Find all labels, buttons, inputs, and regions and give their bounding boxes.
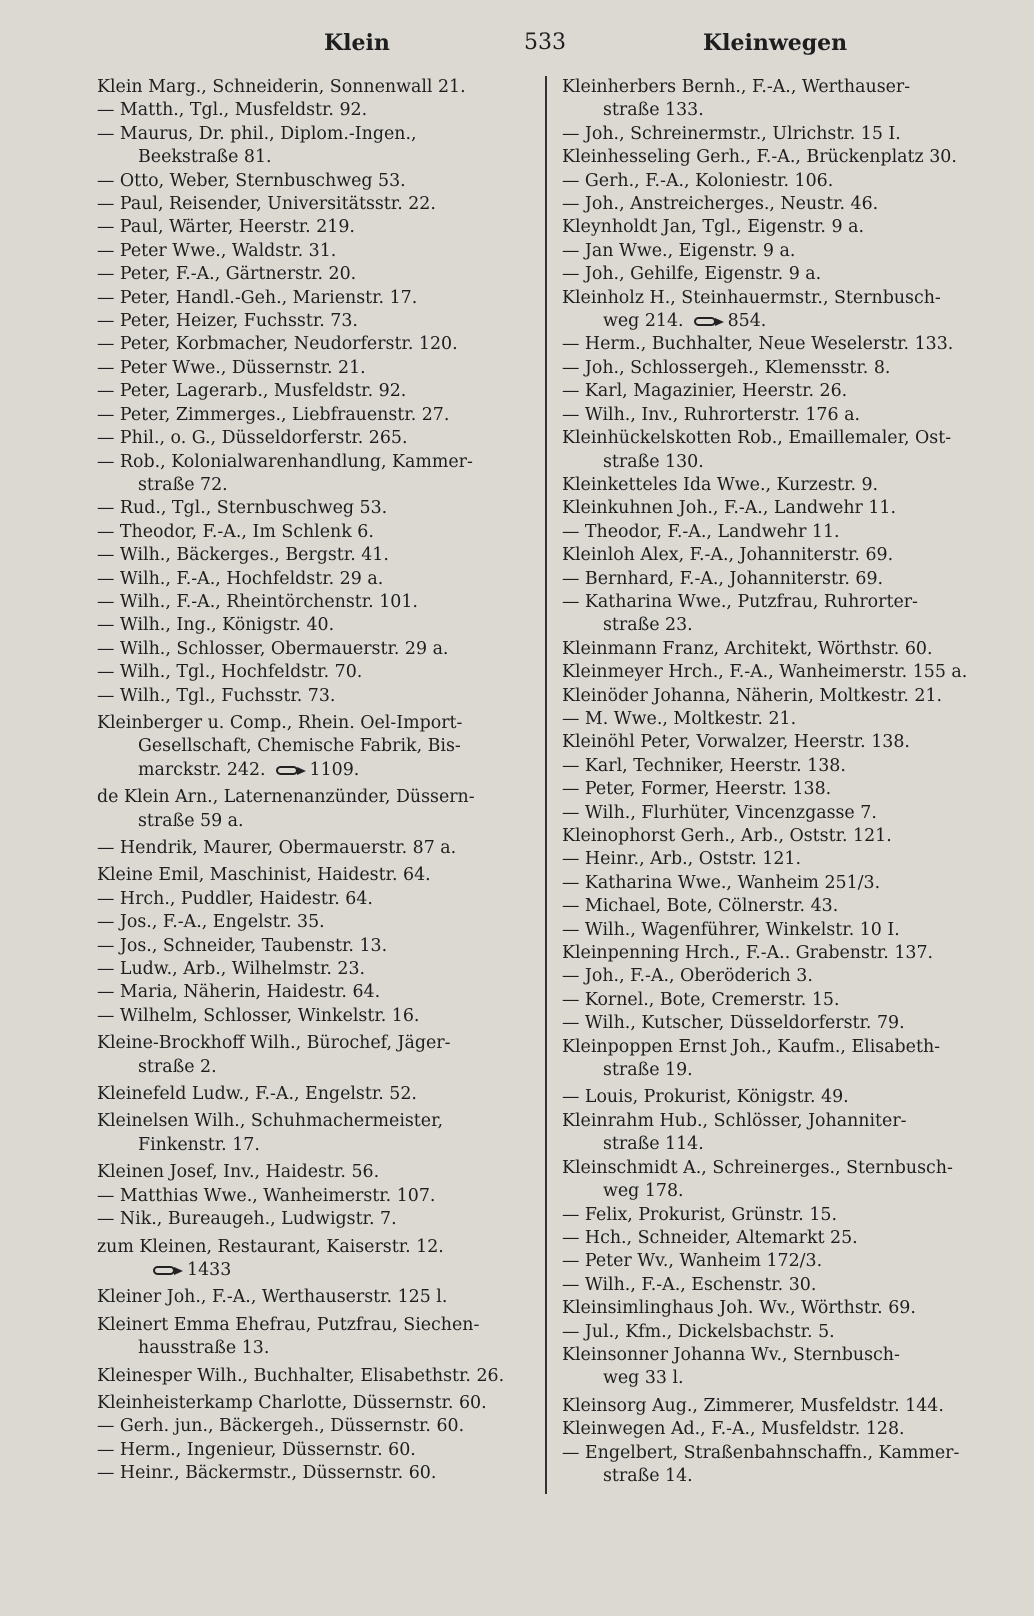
directory-entry-line [97,685,537,708]
entry-text: Kleinesper Wilh., Buchhalter, Elisabethstr. 26. [97,1365,505,1386]
directory-entry-line [562,1418,1002,1441]
directory-entry-line [562,1012,1002,1035]
telephone-number: 1109. [309,759,360,780]
entry-text: — Wilh., Tgl., Hochfeldstr. 70. [97,662,363,683]
entry-text: — Otto, Weber, Sternbuschweg 53. [97,170,406,191]
telephone-number: 854. [727,311,767,332]
entry-text: Gesellschaft, Chemische Fabrik, Bis- [138,736,461,757]
directory-entry-line [97,170,537,193]
directory-entry-line [562,1204,1002,1227]
directory-entry-line [97,380,537,403]
entry-text: — Bernhard, F.-A., Johanniterstr. 69. [562,568,884,589]
entry-text: — Matth., Tgl., Musfeldstr. 92. [97,100,368,121]
entry-text: — Wilh., F.-A., Eschenstr. 30. [562,1274,817,1295]
left-column [97,76,537,1486]
entry-text: marckstr. 242. [138,759,266,780]
entry-text: — Wilh., Inv., Ruhrorterstr. 176 a. [562,404,860,425]
entry-text: — Peter Wv., Wanheim 172/3. [562,1251,823,1272]
entry-text: straße 2. [138,1056,217,1077]
directory-entry-line [97,712,537,735]
directory-entry-line [97,263,537,286]
entry-text: — Hch., Schneider, Altemarkt 25. [562,1227,858,1248]
entry-text: Kleinen Josef, Inv., Haidestr. 56. [97,1162,380,1183]
column-divider [545,76,547,1494]
directory-entry-line [97,310,537,333]
entry-text: — Katharina Wwe., Wanheim 251/3. [562,872,881,893]
directory-entry-line [562,263,1002,286]
entry-text: Kleine-Brockhoff Wilh., Bürochef, Jäger- [97,1033,451,1054]
directory-entry-line [562,755,1002,778]
entry-text: Kleine Emil, Maschinist, Haidestr. 64. [97,865,431,886]
entry-text: straße 23. [603,615,693,636]
directory-entry-line [97,735,537,758]
entry-text: weg 214. [603,311,684,332]
entry-text: — Jos., F.-A., Engelstr. 35. [97,912,325,933]
entry-text: — Paul, Reisender, Universitätsstr. 22. [97,194,436,215]
entry-text: — Rob., Kolonialwarenhandlung, Kammer- [97,451,473,472]
directory-entry-line [97,287,537,310]
entry-text: — Paul, Wärter, Heerstr. 219. [97,217,355,238]
entry-text: — Theodor, F.-A., Landwehr 11. [562,521,840,542]
entry-text: — Wilh., Ing., Königstr. 40. [97,615,335,636]
entry-text: — Wilhelm, Schlosser, Winkelstr. 16. [97,1005,420,1026]
entry-text: Kleinschmidt A., Schreinerges., Sternbusch- [562,1157,953,1178]
entry-text: — Gerh., F.-A., Koloniestr. 106. [562,170,834,191]
directory-entry-line [97,427,537,450]
directory-entry-line [562,216,1002,239]
entry-text: straße 133. [603,100,704,121]
entry-text: Kleinheisterkamp Charlotte, Düssernstr. 60. [97,1392,487,1413]
entry-text: — Jan Wwe., Eigenstr. 9 a. [562,240,796,261]
directory-entry-line [562,919,1002,942]
directory-entry-line [562,778,1002,801]
telephone-icon [153,1265,183,1276]
directory-entry-line [562,802,1002,825]
entry-text: — Peter Wwe., Waldstr. 31. [97,240,337,261]
entry-text: Kleinöhl Peter, Vorwalzer, Heerstr. 138. [562,732,910,753]
telephone-icon [276,765,306,776]
entry-text: Kleinholz H., Steinhauermstr., Sternbusch- [562,287,941,308]
directory-entry-line [562,1059,1002,1082]
entry-text: — Theodor, F.-A., Im Schlenk 6. [97,521,374,542]
directory-entry-line [562,310,1002,333]
entry-text: — Herm., Ingenieur, Düssernstr. 60. [97,1439,416,1460]
directory-entry-line [97,614,537,637]
entry-text: straße 114. [603,1134,704,1155]
directory-entry-line [562,1344,1002,1367]
directory-entry-line [97,146,537,169]
entry-text: — Matthias Wwe., Wanheimerstr. 107. [97,1185,436,1206]
entry-text: Kleinwegen Ad., F.-A., Musfeldstr. 128. [562,1419,905,1440]
directory-entry-line [562,731,1002,754]
directory-entry-line [97,837,537,860]
directory-entry-line [562,287,1002,310]
entry-text: — Wilh., Flurhüter, Vincenzgasse 7. [562,802,877,823]
directory-entry-line [97,404,537,427]
entry-text: Kleiner Joh., F.-A., Werthauserstr. 125 l. [97,1287,448,1308]
entry-text: — Wilh., F.-A., Rheintörchenstr. 101. [97,591,418,612]
entry-text: Kleinsonner Johanna Wv., Sternbusch- [562,1344,900,1365]
entry-text: — Karl, Techniker, Heerstr. 138. [562,755,846,776]
entry-text: — Wilh., Wagenführer, Winkelstr. 10 I. [562,919,900,940]
entry-text: — Heinr., Bäckermstr., Düssernstr. 60. [97,1463,437,1484]
entry-text: Kleinrahm Hub., Schlösser, Johanniter- [562,1110,907,1131]
directory-entry-line [562,427,1002,450]
directory-entry-line [97,240,537,263]
directory-entry-line [562,193,1002,216]
entry-text: de Klein Arn., Laternenanzünder, Düssern- [97,787,475,808]
entry-text: straße 130. [603,451,704,472]
entry-text: — Maurus, Dr. phil., Diplom.-Ingen., [97,123,417,144]
directory-entry-line [97,216,537,239]
entry-text: — Kornel., Bote, Cremerstr. 15. [562,989,840,1010]
entry-text: Kleinophorst Gerh., Arb., Oststr. 121. [562,826,892,846]
directory-entry-line [562,825,1002,848]
directory-entry-line [562,1133,1002,1156]
entry-text: Beekstraße 81. [138,147,272,168]
entry-text: — Felix, Prokurist, Grünstr. 15. [562,1204,838,1225]
entry-text: zum Kleinen, Restaurant, Kaiserstr. 12. [97,1236,444,1257]
directory-entry-line [562,1465,1002,1488]
entry-text: — Hendrik, Maurer, Obermauerstr. 87 a. [97,838,457,858]
directory-entry-line [562,1110,1002,1133]
entry-text: — Joh., Schlossergeh., Klemensstr. 8. [562,357,891,378]
directory-entry-line [97,1185,537,1208]
entry-text: — Joh., Schreinermstr., Ulrichstr. 15 I. [562,123,901,144]
directory-entry-line [97,193,537,216]
directory-entry-line [562,521,1002,544]
entry-text: — Peter, Korbmacher, Neudorferstr. 120. [97,334,458,355]
entry-text: — Peter, F.-A., Gärtnerstr. 20. [97,264,357,285]
entry-text: — Herm., Buchhalter, Neue Weselerstr. 133. [562,334,954,355]
entry-text: Kleynholdt Jan, Tgl., Eigenstr. 9 a. [562,217,864,238]
entry-text: — Katharina Wwe., Putzfrau, Ruhrorter- [562,591,918,612]
directory-entry-line [562,497,1002,520]
directory-entry-line [562,872,1002,895]
entry-text: weg 178. [603,1181,684,1202]
directory-entry-line [562,240,1002,263]
directory-entry-line [562,333,1002,356]
page-header [0,22,1034,72]
directory-entry-line [562,357,1002,380]
entry-text: — Karl, Magazinier, Heerstr. 26. [562,381,848,402]
telephone-icon [694,316,724,327]
entry-text: — Peter, Zimmerges., Liebfrauenstr. 27. [97,404,450,425]
directory-entry-line [97,123,537,146]
entry-text: — Maria, Näherin, Haidestr. 64. [97,982,381,1003]
directory-entry-line [97,544,537,567]
directory-entry-line [97,497,537,520]
entry-text: straße 72. [138,474,228,495]
entry-text: — Wilh., Schlosser, Obermauerstr. 29 a. [97,638,449,659]
directory-entry-line [562,1157,1002,1180]
directory-entry-line [97,1236,537,1259]
directory-entry-line [97,357,537,380]
directory-entry-line [562,1227,1002,1250]
directory-entry-line [97,759,537,782]
entry-text: — Hrch., Puddler, Haidestr. 64. [97,888,373,909]
directory-entry-line [562,942,1002,965]
directory-entry-line [97,591,537,614]
telephone-number: 1433 [187,1259,232,1280]
directory-entry-line [562,1274,1002,1297]
directory-entry-line [97,1134,537,1157]
directory-entry-line [562,404,1002,427]
directory-entry-line [97,1005,537,1028]
entry-text: — Wilh., Bäckerges., Bergstr. 41. [97,545,389,566]
directory-entry-line [562,1297,1002,1320]
entry-text: — Peter Wwe., Düssernstr. 21. [97,357,366,378]
entry-text: — Peter, Handl.-Geh., Marienstr. 17. [97,287,418,308]
directory-entry-line [97,1314,537,1337]
directory-entry-line [562,591,1002,614]
entry-text: Kleinketteles Ida Wwe., Kurzestr. 9. [562,474,879,495]
entry-text: — Jos., Schneider, Taubenstr. 13. [97,935,388,956]
directory-entry-line [97,638,537,661]
directory-entry-line [562,1250,1002,1273]
directory-entry-line [97,958,537,981]
directory-entry-line [97,661,537,684]
entry-text: — Peter, Heizer, Fuchsstr. 73. [97,311,358,332]
directory-entry-line [562,380,1002,403]
directory-entry-line [97,1337,537,1360]
entry-text: weg 33 l. [603,1368,684,1389]
directory-entry-line [97,1392,537,1415]
entry-text: — Jul., Kfm., Dickelsbachstr. 5. [562,1321,835,1342]
directory-entry-line [562,568,1002,591]
directory-entry-line [562,1367,1002,1390]
entry-text: Kleinberger u. Comp., Rhein. Oel-Import- [97,712,463,733]
directory-entry-line [97,888,537,911]
entry-text: Kleinhückelskotten Rob., Emaillemaler, Ost- [562,428,952,449]
directory-entry-line [562,1321,1002,1344]
directory-entry-line [562,1395,1002,1418]
directory-entry-line [562,708,1002,731]
directory-entry-line [97,1083,537,1106]
directory-entry-line [562,848,1002,871]
right-column [562,76,1002,1488]
directory-entry-line [97,1365,537,1388]
directory-entry-line [562,474,1002,497]
directory-entry-line [562,76,1002,99]
directory-entry-line [562,1442,1002,1465]
entry-text: Kleinmeyer Hrch., F.-A., Wanheimerstr. 155 a. [562,662,968,683]
directory-entry-line [97,1415,537,1438]
directory-entry-line [97,568,537,591]
directory-entry-line [97,333,537,356]
entry-text: — Michael, Bote, Cölnerstr. 43. [562,896,839,917]
directory-entry-line [562,614,1002,637]
directory-entry-line [562,99,1002,122]
directory-entry-line [97,1286,537,1309]
directory-entry-line [97,1462,537,1485]
entry-text: Kleinert Emma Ehefrau, Putzfrau, Siechen- [97,1314,480,1335]
entry-text: Finkenstr. 17. [138,1134,260,1155]
directory-entry-line [562,638,1002,661]
directory-entry-line [562,661,1002,684]
header-left-keyword: Klein [324,30,390,56]
directory-entry-line [97,521,537,544]
entry-text: straße 14. [603,1465,693,1486]
directory-entry-line [97,474,537,497]
entry-text: — Wilh., Tgl., Fuchsstr. 73. [97,685,336,706]
directory-entry-line [97,76,537,99]
entry-text: — Nik., Bureaugeh., Ludwigstr. 7. [97,1209,397,1230]
entry-text: — Louis, Prokurist, Königstr. 49. [562,1087,849,1108]
directory-entry-line [97,981,537,1004]
entry-text: Kleinelsen Wilh., Schuhmachermeister, [97,1111,444,1132]
directory-entry-line [562,895,1002,918]
directory-entry-line [97,810,537,833]
entry-text: — Engelbert, Straßenbahnschaffn., Kammer- [562,1442,960,1463]
entry-text: — Heinr., Arb., Oststr. 121. [562,849,801,870]
entry-text: straße 19. [603,1060,693,1081]
directory-entry-line [562,123,1002,146]
entry-text: — Peter, Former, Heerstr. 138. [562,779,832,800]
directory-entry-line [562,1180,1002,1203]
entry-text: Kleinkuhnen Joh., F.-A., Landwehr 11. [562,498,897,519]
directory-entry-line [97,935,537,958]
directory-entry-line [97,1056,537,1079]
directory-entry-line [562,965,1002,988]
entry-text: Kleinsorg Aug., Zimmerer, Musfeldstr. 144. [562,1395,944,1416]
entry-text: — Rud., Tgl., Sternbuschweg 53. [97,498,388,519]
directory-entry-line [97,1032,537,1055]
directory-entry-line [562,451,1002,474]
directory-entry-line [97,451,537,474]
entry-text: Kleinhesseling Gerh., F.-A., Brückenplatz 30. [562,147,957,168]
entry-text: — M. Wwe., Moltkestr. 21. [562,708,797,729]
entry-text: — Joh., Gehilfe, Eigenstr. 9 a. [562,264,822,285]
entry-text: Kleinherbers Bernh., F.-A., Werthauser- [562,77,911,97]
directory-entry-line [97,911,537,934]
directory-entry-line [97,1110,537,1133]
directory-entry-line [562,1036,1002,1059]
directory-entry-line [97,99,537,122]
directory-entry-line [562,170,1002,193]
entry-text: — Joh., Anstreicherges., Neustr. 46. [562,194,879,215]
header-right-keyword: Kleinwegen [703,30,848,56]
entry-text: — Wilh., Kutscher, Düsseldorferstr. 79. [562,1013,905,1034]
directory-entry-line [562,146,1002,169]
entry-text: — Joh., F.-A., Oberöderich 3. [562,966,813,987]
entry-text: straße 59 a. [138,810,244,831]
directory-entry-line [562,685,1002,708]
entry-text: — Gerh. jun., Bäckergeh., Düssernstr. 60. [97,1416,465,1437]
entry-text: Kleinloh Alex, F.-A., Johanniterstr. 69. [562,545,894,566]
entry-text: Klein Marg., Schneiderin, Sonnenwall 21. [97,77,466,97]
directory-entry-line [97,864,537,887]
entry-text: Kleinsimlinghaus Joh. Wv., Wörthstr. 69. [562,1298,916,1319]
entry-text: Kleinpenning Hrch., F.-A.. Grabenstr. 137. [562,943,934,964]
directory-entry-line [97,1208,537,1231]
directory-entry-line [562,1086,1002,1109]
entry-text: hausstraße 13. [138,1338,270,1359]
directory-entry-line [97,1259,537,1282]
entry-text: Kleinpoppen Ernst Joh., Kaufm., Elisabeth- [562,1036,941,1057]
entry-text: Kleinmann Franz, Architekt, Wörthstr. 60. [562,638,933,659]
entry-text: Kleinefeld Ludw., F.-A., Engelstr. 52. [97,1084,417,1105]
directory-entry-line [562,544,1002,567]
entry-text: — Peter, Lagerarb., Musfeldstr. 92. [97,381,407,402]
entry-text: — Phil., o. G., Düsseldorferstr. 265. [97,428,408,449]
entry-text: — Wilh., F.-A., Hochfeldstr. 29 a. [97,568,384,589]
directory-entry-line [97,1439,537,1462]
entry-text: Kleinöder Johanna, Näherin, Moltkestr. 21. [562,685,943,706]
entry-text: — Ludw., Arb., Wilhelmstr. 23. [97,959,366,980]
directory-entry-line [97,786,537,809]
directory-entry-line [562,989,1002,1012]
directory-entry-line [97,1161,537,1184]
page-number: 533 [524,30,566,55]
